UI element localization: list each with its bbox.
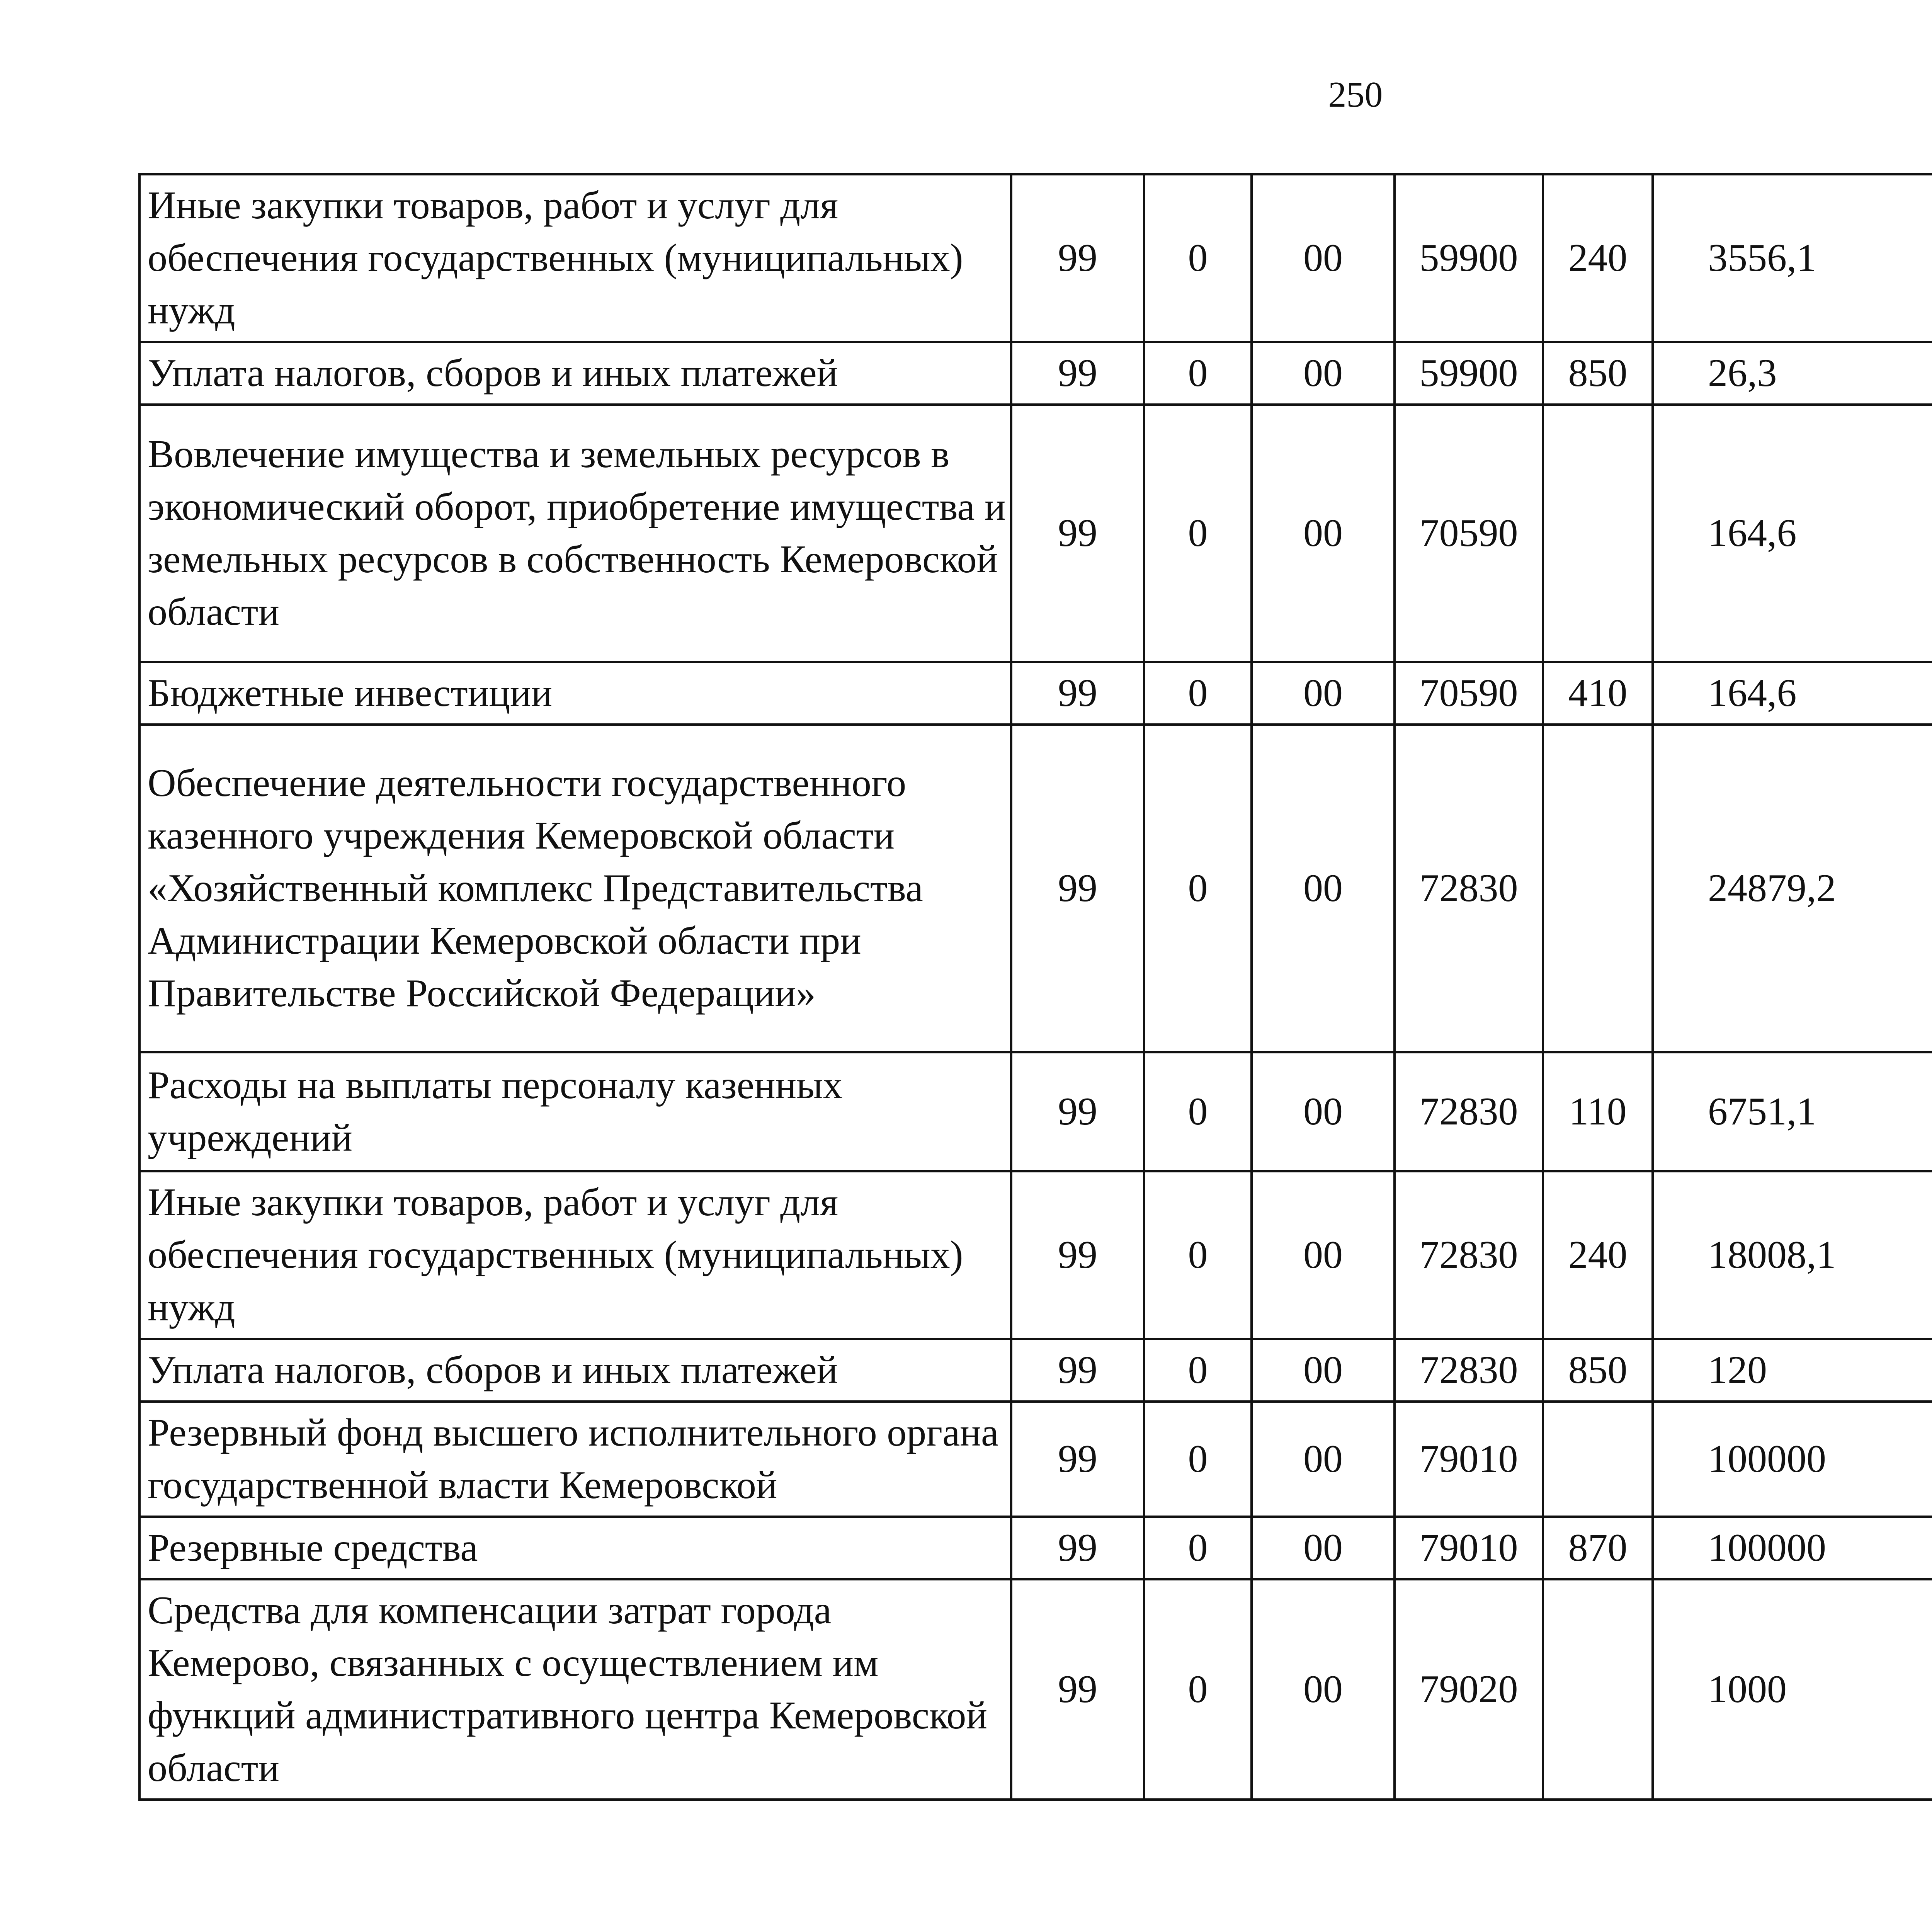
kvr-code-cell xyxy=(1543,1579,1653,1800)
table-row xyxy=(139,1052,1932,1171)
row-name-cell: Уплата налогов, сборов и иных платежей xyxy=(139,1339,1011,1402)
program-code-cell: 99 xyxy=(1011,405,1144,662)
row-name-cell: Расходы на выплаты персоналу казенных учреждений xyxy=(139,1052,1011,1171)
row-name-cell: Резервные средства xyxy=(139,1517,1011,1579)
subprogram-code-cell: 0 xyxy=(1144,1052,1252,1171)
program-code-cell: 99 xyxy=(1011,1052,1144,1171)
row-name-cell: Иные закупки товаров, работ и услуг для обеспечения государственных (муниципальных) нужд xyxy=(139,174,1011,342)
direction-code-cell: 59900 xyxy=(1395,174,1543,342)
program-code-cell: 99 xyxy=(1011,662,1144,725)
kvr-code-cell xyxy=(1543,405,1653,662)
subprogram-code-cell: 0 xyxy=(1144,1171,1252,1339)
section-code-cell: 00 xyxy=(1252,405,1395,662)
program-code-cell: 99 xyxy=(1011,174,1144,342)
program-code-cell: 99 xyxy=(1011,1171,1144,1339)
amount-1-cell: 100000 xyxy=(1653,1517,1932,1579)
table-row xyxy=(139,342,1932,405)
table-row xyxy=(139,1579,1932,1800)
kvr-code-cell: 240 xyxy=(1543,174,1653,342)
direction-code-cell: 70590 xyxy=(1395,405,1543,662)
section-code-cell: 00 xyxy=(1252,1339,1395,1402)
amount-1-cell: 3556,1 xyxy=(1653,174,1932,342)
kvr-code-cell: 240 xyxy=(1543,1171,1653,1339)
direction-code-cell: 79010 xyxy=(1395,1517,1543,1579)
table-row xyxy=(139,174,1932,342)
amount-1-cell: 164,6 xyxy=(1653,662,1932,725)
subprogram-code-cell: 0 xyxy=(1144,1579,1252,1800)
amount-1-cell: 6751,1 xyxy=(1653,1052,1932,1171)
row-name-cell: Обеспечение деятельности государственного казенного учреждения Кемеровской области «Хозяйственный комплекс Представительства Администрации Кемеровской области при Правительстве Российской Федерации» xyxy=(139,725,1011,1052)
direction-code-cell: 72830 xyxy=(1395,1171,1543,1339)
subprogram-code-cell: 0 xyxy=(1144,1339,1252,1402)
table-row xyxy=(139,1517,1932,1579)
row-name-cell: Средства для компенсации затрат города Кемерово, связанных с осуществлением им функций административного центра Кемеровской области xyxy=(139,1579,1011,1800)
direction-code-cell: 70590 xyxy=(1395,662,1543,725)
table-row xyxy=(139,1339,1932,1402)
section-code-cell: 00 xyxy=(1252,725,1395,1052)
subprogram-code-cell: 0 xyxy=(1144,342,1252,405)
row-name-cell: Уплата налогов, сборов и иных платежей xyxy=(139,342,1011,405)
amount-1-cell: 26,3 xyxy=(1653,342,1932,405)
subprogram-code-cell: 0 xyxy=(1144,174,1252,342)
program-code-cell: 99 xyxy=(1011,1402,1144,1517)
direction-code-cell: 72830 xyxy=(1395,725,1543,1052)
program-code-cell: 99 xyxy=(1011,725,1144,1052)
table-row xyxy=(139,725,1932,1052)
row-name-cell: Иные закупки товаров, работ и услуг для обеспечения государственных (муниципальных) нужд xyxy=(139,1171,1011,1339)
section-code-cell: 00 xyxy=(1252,342,1395,405)
kvr-code-cell xyxy=(1543,1402,1653,1517)
table-row xyxy=(139,1402,1932,1517)
row-name-cell: Вовлечение имущества и земельных ресурсов в экономический оборот, приобретение имущества и земельных ресурсов в собственность Кемеровской области xyxy=(139,405,1011,662)
kvr-code-cell: 410 xyxy=(1543,662,1653,725)
amount-1-cell: 120 xyxy=(1653,1339,1932,1402)
kvr-code-cell xyxy=(1543,725,1653,1052)
section-code-cell: 00 xyxy=(1252,1517,1395,1579)
subprogram-code-cell: 0 xyxy=(1144,662,1252,725)
kvr-code-cell: 850 xyxy=(1543,342,1653,405)
amount-1-cell: 100000 xyxy=(1653,1402,1932,1517)
kvr-code-cell: 850 xyxy=(1543,1339,1653,1402)
section-code-cell: 00 xyxy=(1252,1171,1395,1339)
program-code-cell: 99 xyxy=(1011,1339,1144,1402)
section-code-cell: 00 xyxy=(1252,174,1395,342)
amount-1-cell: 1000 xyxy=(1653,1579,1932,1800)
subprogram-code-cell: 0 xyxy=(1144,1402,1252,1517)
section-code-cell: 00 xyxy=(1252,662,1395,725)
program-code-cell: 99 xyxy=(1011,342,1144,405)
amount-1-cell: 18008,1 xyxy=(1653,1171,1932,1339)
subprogram-code-cell: 0 xyxy=(1144,405,1252,662)
program-code-cell: 99 xyxy=(1011,1517,1144,1579)
kvr-code-cell: 110 xyxy=(1543,1052,1653,1171)
section-code-cell: 00 xyxy=(1252,1579,1395,1800)
subprogram-code-cell: 0 xyxy=(1144,1517,1252,1579)
direction-code-cell: 72830 xyxy=(1395,1339,1543,1402)
direction-code-cell: 72830 xyxy=(1395,1052,1543,1171)
amount-1-cell: 164,6 xyxy=(1653,405,1932,662)
direction-code-cell: 79010 xyxy=(1395,1402,1543,1517)
row-name-cell: Резервный фонд высшего исполнительного органа государственной власти Кемеровской xyxy=(139,1402,1011,1517)
subprogram-code-cell: 0 xyxy=(1144,725,1252,1052)
table-row xyxy=(139,405,1932,662)
budget-table xyxy=(138,173,1932,1801)
amount-1-cell: 24879,2 xyxy=(1653,725,1932,1052)
table-row xyxy=(139,1171,1932,1339)
section-code-cell: 00 xyxy=(1252,1052,1395,1171)
direction-code-cell: 59900 xyxy=(1395,342,1543,405)
program-code-cell: 99 xyxy=(1011,1579,1144,1800)
section-code-cell: 00 xyxy=(1252,1402,1395,1517)
row-name-cell: Бюджетные инвестиции xyxy=(139,662,1011,725)
direction-code-cell: 79020 xyxy=(1395,1579,1543,1800)
page-number: 250 xyxy=(1328,75,1383,115)
table-row xyxy=(139,662,1932,725)
kvr-code-cell: 870 xyxy=(1543,1517,1653,1579)
